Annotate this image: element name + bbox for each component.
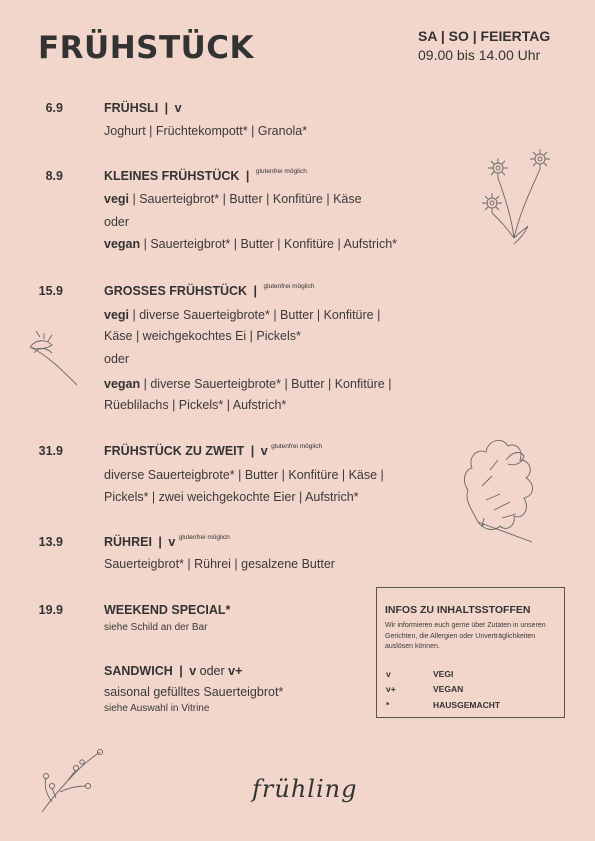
item-description: vegan | Sauerteigbrot* | Butter | Konfitüre | Aufstrich* [104,237,398,251]
item-description: diverse Sauerteigbrote* | Butter | Konfitüre | Käse | [104,468,384,482]
daisy-flowers-icon [478,140,558,250]
item-name: GROSSES FRÜHSTÜCK [104,284,248,298]
item-name: KLEINES FRÜHSTÜCK [104,169,240,183]
item-note: siehe Auswahl in Vitrine [104,703,210,714]
item-description: vegan | diverse Sauerteigbrote* | Butter | Konfitüre | [104,377,392,391]
opening-days: SA | SO | FEIERTAG [418,28,551,44]
sprig-icon [22,325,82,390]
item-description: vegi | Sauerteigbrot* | Butter | Konfitüre | Käse [104,192,362,206]
item-name: SANDWICH [104,664,173,678]
item-description: saisonal gefülltes Sauerteigbrot* [104,685,284,699]
item-description: Käse | weichgekochtes Ei | Pickels* [104,329,301,343]
item-tag: v+ [228,664,243,678]
item-description: vegi | diverse Sauerteigbrote* | Butter | Konfitüre | [104,308,381,322]
item-title-ruehrei: RÜHREI | v $^{glutenfrei möglich}$ [104,534,230,549]
item-description: Pickels* | zwei weichgekochte Eier | Aufstrich* [104,490,359,504]
price-fruehsli: 6.9 [45,101,63,115]
glutenfree-note: glutenfrei möglich [263,283,315,290]
info-text: Wir informieren euch gerne über Zutaten in unseren Gerichten, die Allergien oder Unverträglichkeiten auslösen können. [385,622,546,650]
item-title-weekend-special: WEEKEND SPECIAL* [104,603,231,617]
price-fruehstueck-zu-zweit: 31.9 [38,444,63,458]
glutenfree-note: glutenfrei möglich [255,168,307,175]
item-note: siehe Schild an der Bar [104,622,208,633]
item-tag: v [168,535,176,549]
page-title: FRÜHSTÜCK [38,30,255,66]
item-description: Sauerteigbrot* | Rührei | gesalzene Butter [104,557,335,571]
item-description: oder [104,352,130,366]
item-title-grosses-fruehstueck: GROSSES FRÜHSTÜCK | $^{glutenfrei möglich}$ [104,283,315,298]
logo-fruehling: frühling [252,775,358,803]
item-title-fruehstueck-zu-zweit: FRÜHSTÜCK ZU ZWEIT | v $^{glutenfrei möglich}$ [104,443,323,458]
item-tag: v [260,444,268,458]
item-tag: v [174,101,182,115]
item-title-sandwich: SANDWICH | v oder v+ [104,664,243,678]
price-grosses-fruehstueck: 15.9 [38,284,63,298]
price-weekend-special: 19.9 [38,603,63,617]
item-tag: v [189,664,197,678]
item-title-fruehsli: FRÜHSLI | v [104,101,182,115]
legend-label: VEGI [433,669,454,679]
legend-label: VEGAN [433,684,464,694]
price-kleines-fruehstueck: 8.9 [45,169,63,183]
item-title-kleines-fruehstueck: KLEINES FRÜHSTÜCK | $^{glutenfrei möglich}$ [104,168,307,183]
item-name: FRÜHSLI [104,101,159,115]
legend-label: HAUSGEMACHT [433,700,501,710]
legend-symbol: * [386,700,390,710]
item-description: Joghurt | Früchtekompott* | Granola* [104,124,308,138]
oak-leaf-icon [458,430,550,548]
info-title: INFOS ZU INHALTSSTOFFEN [385,604,531,616]
item-description: Rüeblilachs | Pickels* | Aufstrich* [104,398,287,412]
opening-hours: 09.00 bis 14.00 Uhr [418,47,541,63]
glutenfree-note: glutenfrei möglich [178,534,230,541]
glutenfree-note: glutenfrei möglich [271,443,323,450]
legend-symbol: v+ [386,684,396,694]
price-ruehrei: 13.9 [38,535,63,549]
item-oder: oder [199,664,225,678]
item-description: oder [104,215,130,229]
berry-branch-icon [30,742,108,816]
item-name: FRÜHSTÜCK ZU ZWEIT [104,444,245,458]
legend-symbol: v [386,669,391,679]
item-name: RÜHREI [104,535,152,549]
